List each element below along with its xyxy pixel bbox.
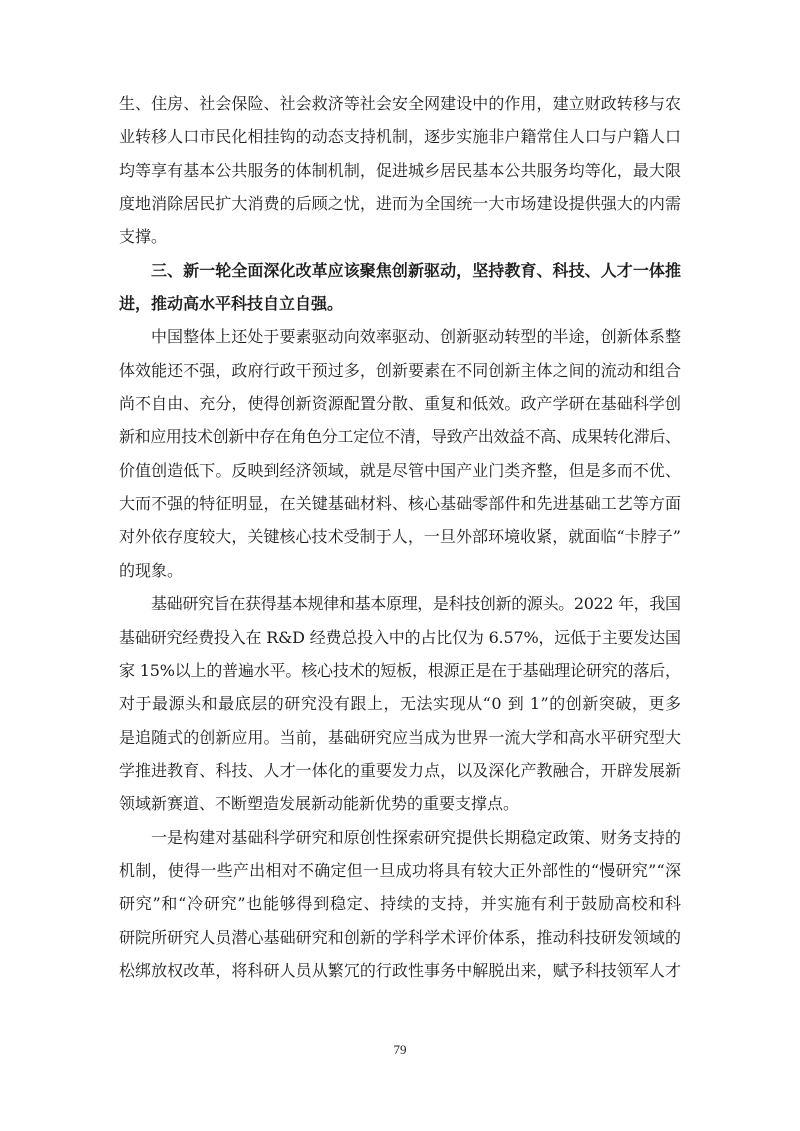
text-line: 的现象。 — [119, 560, 184, 580]
section-heading — [119, 254, 681, 321]
page-number: 79 — [393, 1042, 407, 1057]
paragraph-innovation-system — [119, 320, 681, 587]
text-line: 大而不强的特征明显，在关键基础材料、核心基础零部件和先进基础工艺等方面 — [119, 494, 682, 514]
paragraph-continued — [119, 87, 681, 254]
text-line: 一是构建对基础科学研究和原创性探索研究提供长期稳定政策、财务支持的 — [151, 827, 682, 847]
text-line: 对于最源头和最底层的研究没有跟上，无法实现从“0 到 1”的创新突破，更多 — [119, 694, 682, 714]
text-line: 生、住房、社会保险、社会救济等社会安全网建设中的作用，建立财政转移与农 — [119, 94, 682, 113]
paragraph-basic-research — [119, 587, 681, 820]
heading-line: 三、新一轮全面深化改革应该聚焦创新驱动，坚持教育、科技、人才一体推 — [151, 260, 682, 280]
paragraph-measure-one — [119, 821, 681, 988]
text-line: 基础研究经费投入在 R&D 经费总投入中的占比仅为 6.57%，远低于主要发达国 — [119, 627, 681, 647]
text-line: 尚不自由、充分，使得创新资源配置分散、重复和低效。政产学研在基础科学创 — [119, 394, 682, 414]
text-line: 基础研究旨在获得基本规律和基本原理，是科技创新的源头。2022 年，我国 — [151, 594, 681, 614]
text-line: 中国整体上还处于要素驱动向效率驱动、创新驱动转型的半途，创新体系整 — [151, 327, 682, 347]
text-line: 研院所研究人员潜心基础研究和创新的学科学术评价体系，推动科技研发领域的 — [119, 927, 682, 947]
text-line: 对外依存度较大，关键核心技术受制于人，一旦外部环境收紧，就面临“卡脖子” — [119, 527, 682, 547]
page-body — [119, 87, 681, 987]
text-line: 松绑放权改革，将科研人员从繁冗的行政性事务中解脱出来，赋予科技领军人才 — [119, 960, 682, 980]
text-line: 研究”和“冷研究”也能够得到稳定、持续的支持，并实施有利于鼓励高校和科 — [119, 894, 682, 914]
text-line: 体效能还不强，政府行政干预过多，创新要素在不同创新主体之间的流动和组合 — [119, 360, 682, 380]
text-line: 新和应用技术创新中存在角色分工定位不清，导致产出效益不高、成果转化滞后、 — [119, 427, 681, 447]
text-line: 领域新赛道、不断塑造发展新动能新优势的重要支撑点。 — [119, 794, 520, 814]
text-line: 家 15%以上的普遍水平。核心技术的短板，根源正是在于基础理论研究的落后， — [119, 660, 681, 680]
text-line: 业转移人口市民化相挂钩的动态支持机制，逐步实施非户籍常住人口与户籍人口 — [119, 127, 682, 147]
text-line: 支撑。 — [119, 227, 168, 247]
heading-line: 进，推动高水平科技自立自强。 — [119, 294, 344, 314]
text-line: 均等享有基本公共服务的体制机制，促进城乡居民基本公共服务均等化，最大限 — [119, 160, 682, 180]
text-line: 是追随式的创新应用。当前，基础研究应当成为世界一流大学和高水平研究型大 — [119, 727, 682, 747]
text-line: 机制，使得一些产出相对不确定但一旦成功将具有较大正外部性的“慢研究”“深 — [119, 860, 682, 880]
text-line: 价值创造低下。反映到经济领域，就是尽管中国产业门类齐整，但是多而不优、 — [119, 460, 682, 480]
text-line: 学推进教育、科技、人才一体化的重要发力点，以及深化产教融合，开辟发展新 — [119, 760, 682, 780]
text-line: 度地消除居民扩大消费的后顾之忧，进而为全国统一大市场建设提供强大的内需 — [119, 194, 682, 214]
